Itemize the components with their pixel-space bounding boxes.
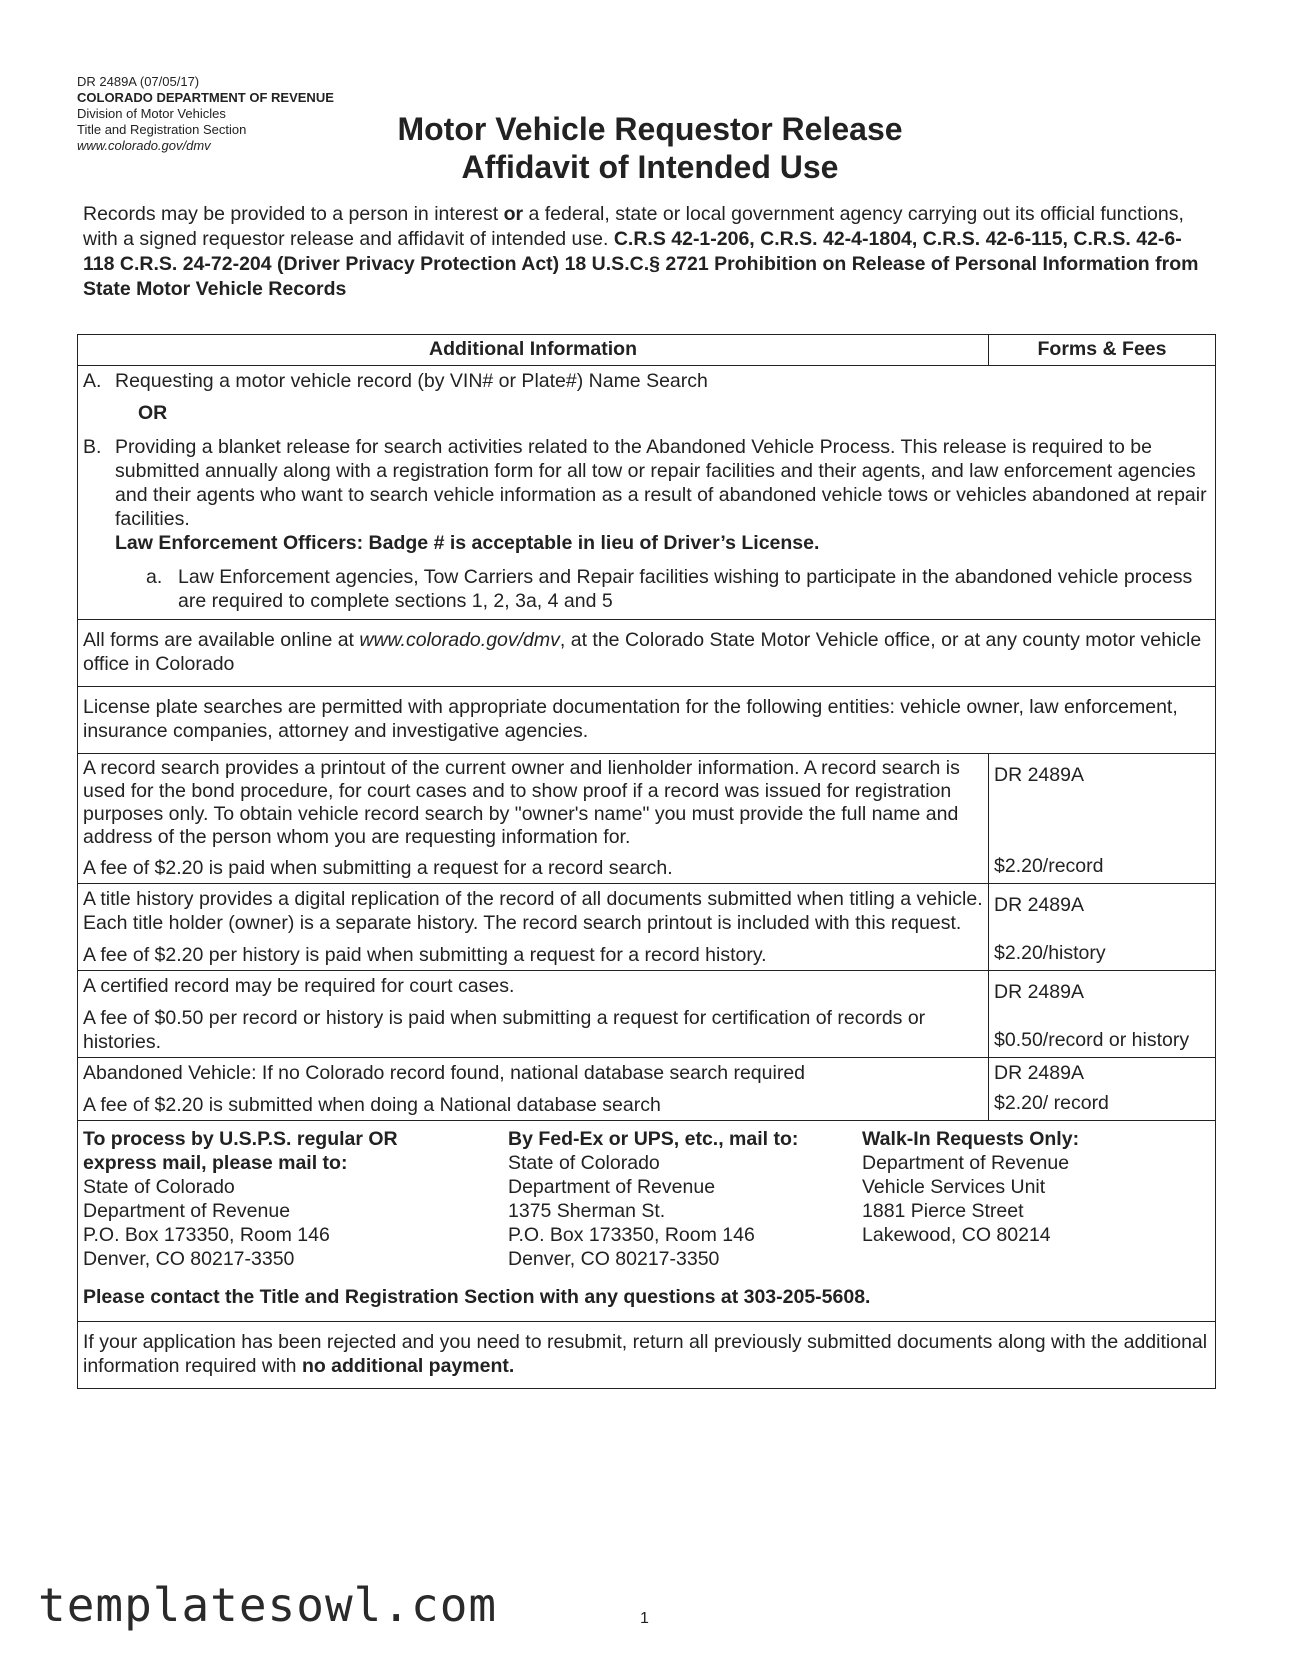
department-name: COLORADO DEPARTMENT OF REVENUE (77, 90, 334, 105)
plate-search-text: License plate searches are permitted with appropriate documentation for the following entities: vehicle owner, law enforcement, insurance companies, attorney and investigative agencies. (78, 687, 1216, 754)
intro-statutes: C.R.S 42-1-206, C.R.S. 42-4-1804, C.R.S. 42-6-115, C.R.S. 42-6-118 C.R.S. 24-72-204 (Driver Privacy Protection Act) 18 U.S.C.§ 2721 Prohibition on Release of Personal Information from State Motor Vehicle Records (83, 228, 1199, 300)
fedex-address (508, 1127, 862, 1271)
item-b (83, 435, 1210, 555)
section-name: Title and Registration Section (77, 122, 247, 137)
usps-line: Denver, CO 80217-3350 (83, 1248, 295, 1270)
title-history-form: DR 2489A (994, 894, 1084, 916)
record-search-form: DR 2489A (994, 764, 1084, 786)
walkin-line: Department of Revenue (862, 1152, 1070, 1174)
walkin-line: 1881 Pierce Street (862, 1200, 1024, 1222)
item-b-text: Providing a blanket release for search activities related to the Abandoned Vehicle Process. This release is required to be submitted annually along with a registration form for all tow or repair facilities and their agents, and law enforcement agencies and their agents who want to search vehicle information as a result of abandoned vehicle tows or vehicles abandoned at repair facilities. (115, 436, 1207, 530)
resubmit-row (78, 1322, 1216, 1389)
usps-heading-1: To process by U.S.P.S. regular OR (83, 1128, 398, 1150)
forms-url-link[interactable]: www.colorado.gov/dmv (359, 629, 560, 651)
agency-header (77, 74, 334, 154)
title-history-price: $2.20/history (994, 942, 1106, 964)
watermark-logo: templatesowl.com (38, 1578, 498, 1632)
fedex-line: Denver, CO 80217-3350 (508, 1248, 720, 1270)
record-search-fee: A fee of $2.20 is paid when submitting a request for a record search. (83, 857, 673, 879)
fedex-line: P.O. Box 173350, Room 146 (508, 1224, 755, 1246)
walkin-line: Lakewood, CO 80214 (862, 1224, 1051, 1246)
law-enforcement-note: Law Enforcement Officers: Badge # is acceptable in lieu of Driver’s License. (115, 532, 820, 554)
sub-item-a (83, 565, 1210, 613)
usps-line: P.O. Box 173350, Room 146 (83, 1224, 330, 1246)
forms-text-a: All forms are available online at (83, 629, 360, 651)
abandoned-form: DR 2489A (994, 1062, 1084, 1084)
plate-search-row (78, 687, 1216, 754)
col-additional-information: Additional Information (78, 335, 989, 366)
forms-text-b: , at the Colorado State Motor Vehicle office, or at any county motor vehicle office in Colorado (83, 629, 1202, 675)
title-line-2: Affidavit of Intended Use (461, 149, 839, 185)
abandoned-fee: A fee of $2.20 is submitted when doing a National database search (83, 1094, 661, 1116)
fedex-heading: By Fed-Ex or UPS, etc., mail to: (508, 1128, 799, 1150)
intro-text-a: Records may be provided to a person in interest (83, 203, 504, 225)
table-header-row (78, 335, 1216, 366)
resubmit-bold: no additional payment. (301, 1355, 515, 1377)
usps-line: Department of Revenue (83, 1200, 291, 1222)
mailing-row (78, 1121, 1216, 1322)
col-forms-fees: Forms & Fees (989, 335, 1216, 366)
title-history-row (78, 884, 1216, 971)
division-name: Division of Motor Vehicles (77, 106, 226, 121)
abandoned-text: Abandoned Vehicle: If no Colorado record found, national database search required (83, 1062, 806, 1084)
item-b-label: B. (83, 436, 102, 458)
item-a-text: Requesting a motor vehicle record (by VIN# or Plate#) Name Search (115, 370, 708, 392)
item-a-label: A. (83, 370, 102, 392)
title-line-1: Motor Vehicle Requestor Release (397, 111, 903, 147)
fedex-line: 1375 Sherman St. (508, 1200, 666, 1222)
usps-address (83, 1127, 508, 1271)
title-history-fee: A fee of $2.20 per history is paid when submitting a request for a record history. (83, 944, 767, 966)
agency-website: www.colorado.gov/dmv (77, 138, 211, 153)
or-label: OR (138, 402, 168, 424)
mailing-addresses (83, 1127, 1210, 1271)
sub-item-a-text: Law Enforcement agencies, Tow Carriers and Repair facilities wishing to participate in the abandoned vehicle process are required to complete sections 1, 2, 3a, 4 and 5 (178, 566, 1193, 612)
certified-record-row (78, 971, 1216, 1058)
abandoned-price: $2.20/ record (994, 1092, 1109, 1114)
purpose-row (78, 366, 1216, 620)
intro-paragraph (83, 202, 1213, 302)
certified-price: $0.50/record or history (994, 1029, 1190, 1051)
certified-form: DR 2489A (994, 981, 1084, 1003)
forms-availability-row (78, 620, 1216, 687)
item-a (83, 369, 1210, 393)
usps-line: State of Colorado (83, 1176, 235, 1198)
intro-text-b: a federal, state or local government agency carrying out its official functions, with a signed requestor release and affidavit of intended use. (83, 203, 1184, 250)
sub-item-a-label: a. (146, 566, 163, 588)
usps-heading-2: express mail, please mail to: (83, 1152, 348, 1174)
walkin-heading: Walk-In Requests Only: (862, 1128, 1080, 1150)
fedex-line: State of Colorado (508, 1152, 660, 1174)
resubmit-text: If your application has been rejected and you need to resubmit, return all previously submitted documents along with the additional information required with (83, 1331, 1208, 1377)
title-history-text: A title history provides a digital replication of the record of all documents submitted when titling a vehicle. Each title holder (owner) is a separate history. The record search printout is included with this request. (83, 888, 983, 934)
certified-fee: A fee of $0.50 per record or history is paid when submitting a request for certification of records or histories. (83, 1007, 926, 1053)
contact-info: Please contact the Title and Registration Section with any questions at 303-205-5608. (83, 1286, 871, 1308)
record-search-row (78, 754, 1216, 884)
record-search-price: $2.20/record (994, 855, 1104, 877)
fedex-line: Department of Revenue (508, 1176, 716, 1198)
abandoned-vehicle-row (78, 1058, 1216, 1121)
record-search-text: A record search provides a printout of the current owner and lienholder information. A record search is used for the bond procedure, for court cases and to show proof if a record was issued for registration purposes only. To obtain vehicle record search by "owner's name" you must provide the full name and address of the person whom you are requesting information for. (83, 757, 960, 848)
walkin-address (862, 1127, 1202, 1271)
page-number: 1 (640, 1610, 649, 1627)
page-title (300, 110, 1000, 186)
info-table (77, 334, 1216, 1389)
walkin-line: Vehicle Services Unit (862, 1176, 1046, 1198)
form-number: DR 2489A (07/05/17) (77, 74, 200, 89)
intro-or: or (503, 203, 524, 225)
certified-text: A certified record may be required for court cases. (83, 975, 515, 997)
